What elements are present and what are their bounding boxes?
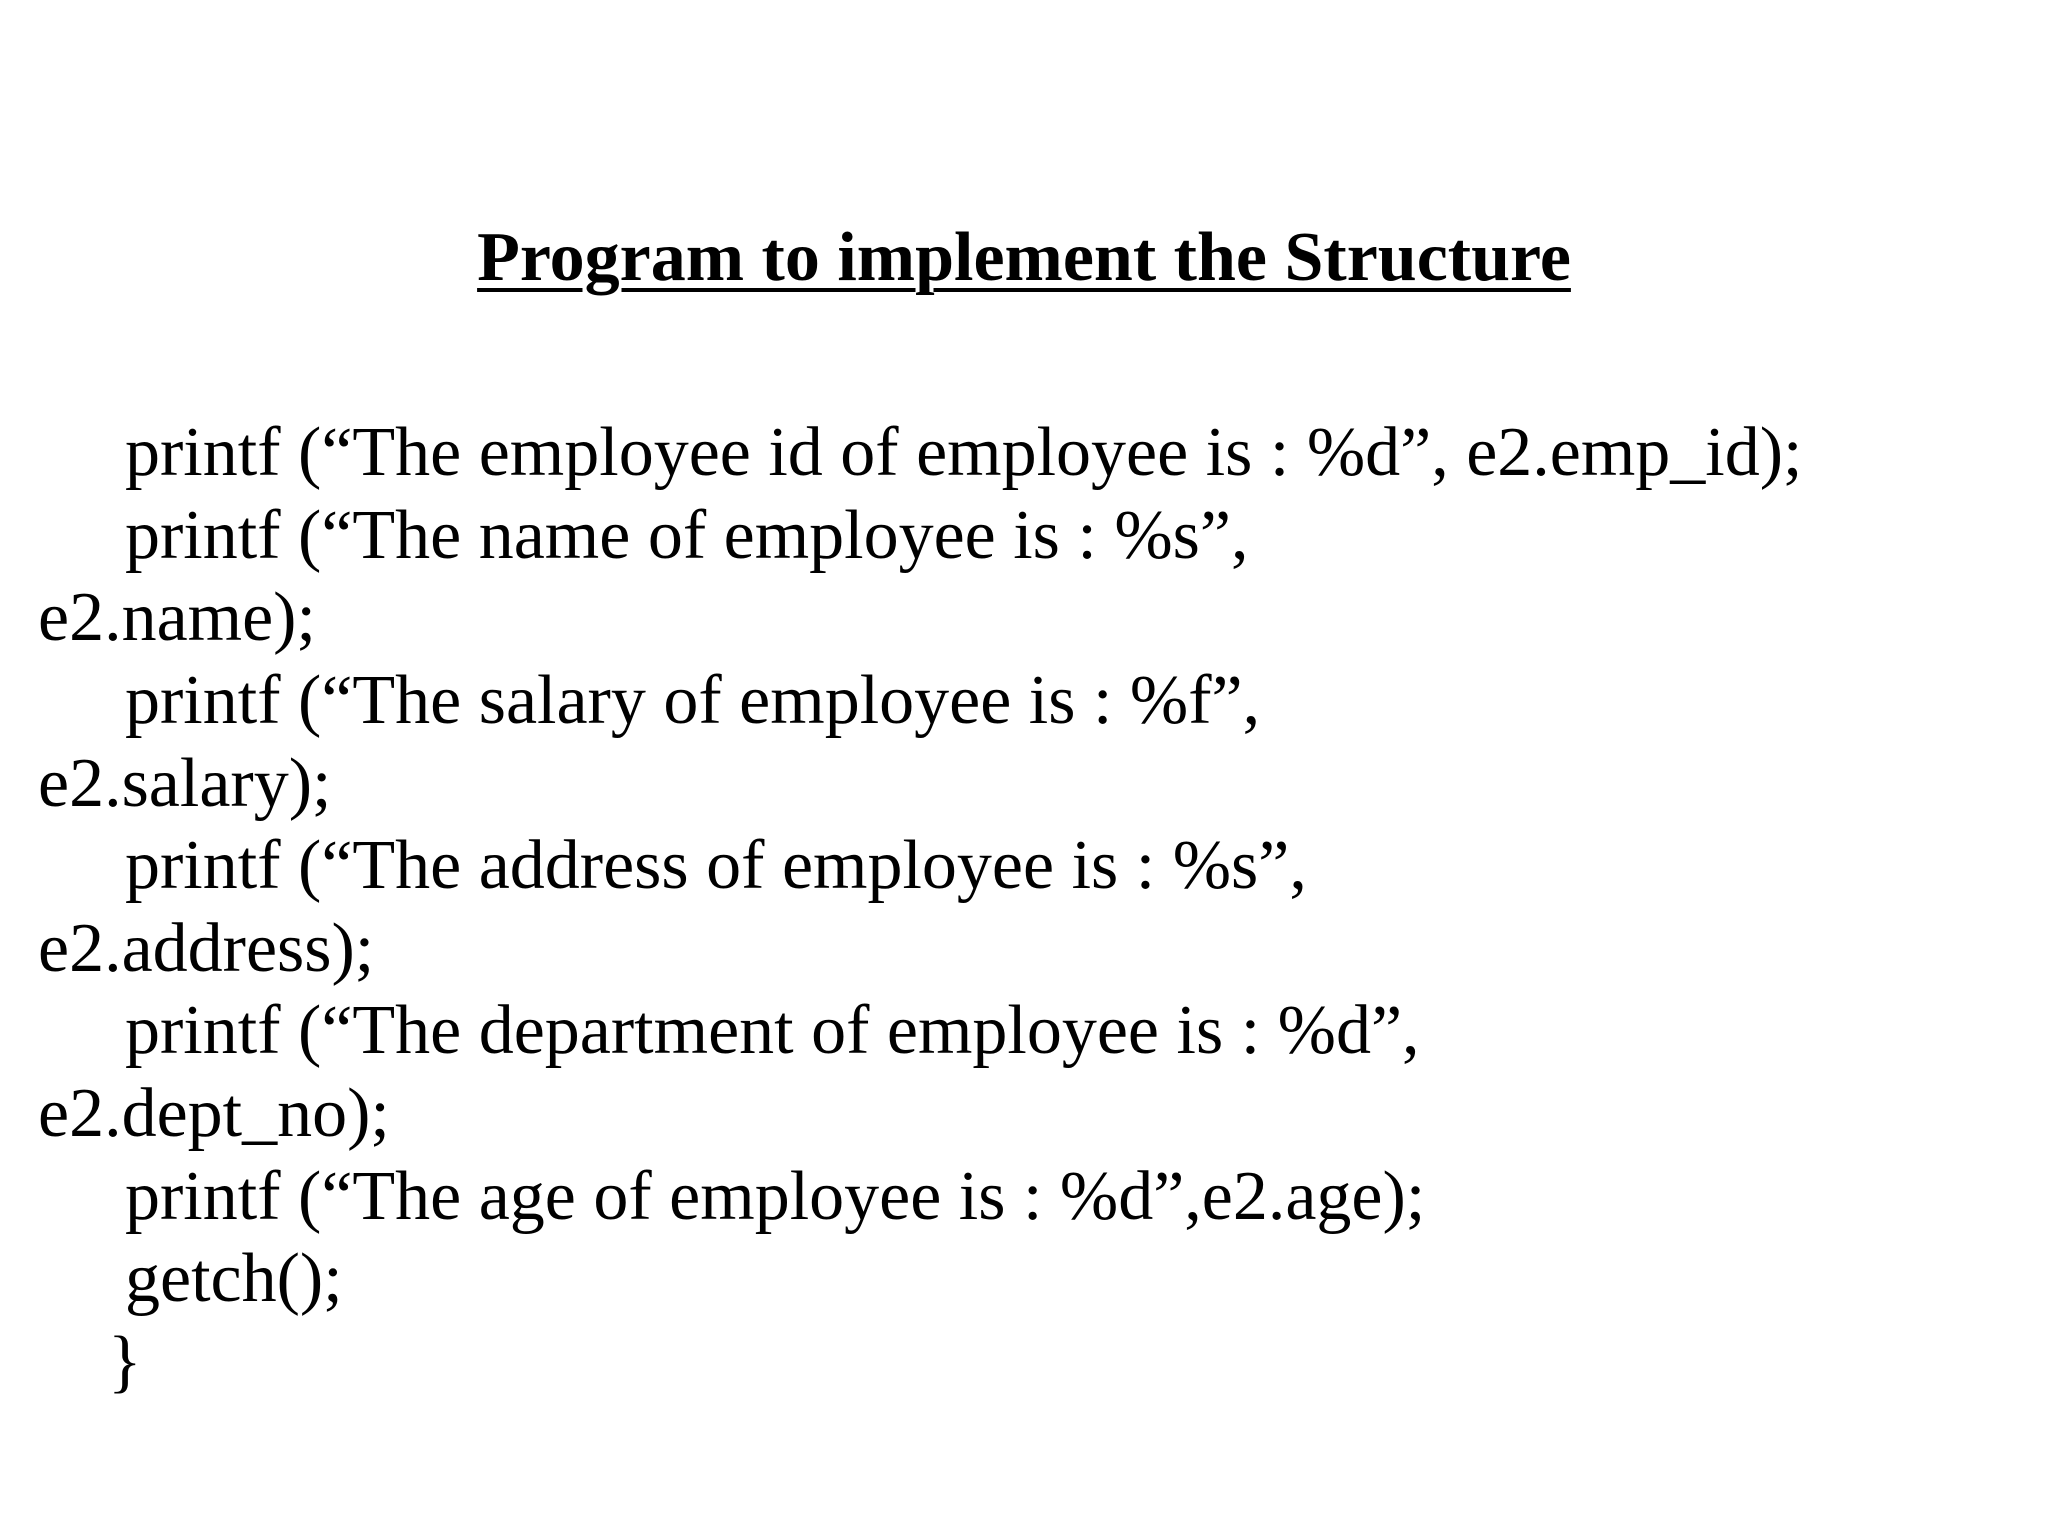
code-line: printf (“The employee id of employee is : %d”, e2.emp_id); [125,414,1803,491]
code-line: getch(); [125,1240,343,1317]
code-line: e2.name); [38,579,316,656]
code-line-closing-brace: } [108,1323,142,1400]
code-line: printf (“The address of employee is : %s”, [125,827,1307,904]
code-line: e2.address); [38,910,375,987]
code-line: e2.salary); [38,745,332,822]
code-line: printf (“The department of employee is : %d”, [125,992,1420,1069]
code-line: printf (“The salary of employee is : %f”, [125,662,1261,739]
code-line: printf (“The age of employee is : %d”,e2.age); [125,1158,1426,1235]
slide-title-text: Program to implement the Structure [477,219,1571,296]
code-line: e2.dept_no); [38,1075,390,1152]
code-line: printf (“The name of employee is : %s”, [125,497,1249,574]
